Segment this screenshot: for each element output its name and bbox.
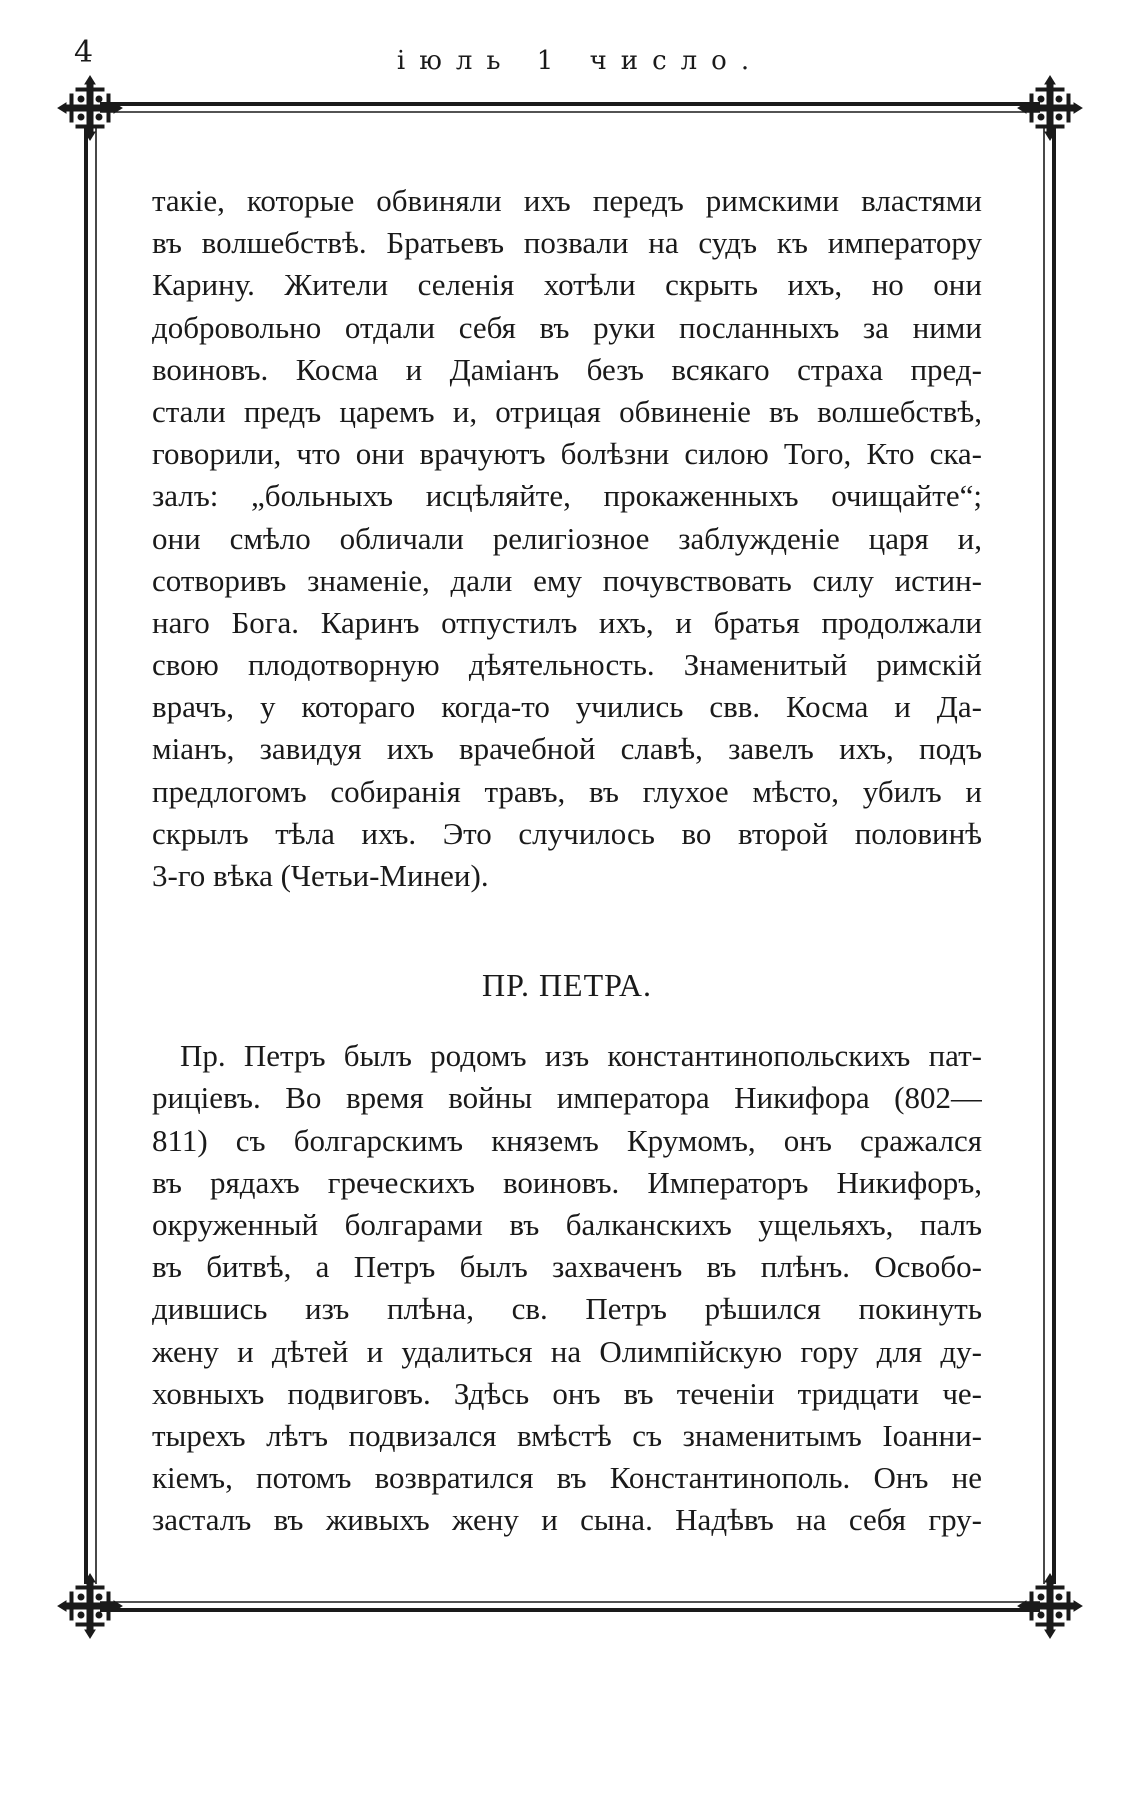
text-line: стали предъ царемъ и, отрицая обвиненіе въ волшебствѣ, — [152, 393, 982, 429]
section-heading: ПР. ПЕТРА. — [482, 967, 652, 1004]
text-line: говорили, что они врачуютъ болѣзни силою Того, Кто ска- — [152, 436, 982, 472]
text-line: скрылъ тѣла ихъ. Это случилось во второй половинѣ — [152, 815, 982, 851]
text-line: 3-го вѣка (Четьи-Минеи). — [152, 858, 489, 893]
text-line: окруженный болгарами въ балканскихъ ущельяхъ, палъ — [152, 1206, 982, 1242]
running-title: іюль 1 число. — [396, 46, 764, 76]
text-line: залъ: „больныхъ исцѣляйте, прокаженныхъ очищайте“; — [152, 478, 982, 514]
text-line: засталъ въ живыхъ жену и сына. Надѣвъ на себя гру- — [152, 1502, 982, 1538]
corner-ornament-bottom-left — [58, 1574, 122, 1638]
text-line: Карину. Жители селенія хотѣли скрыть ихъ, но они — [152, 267, 982, 303]
corner-ornament-top-right — [1018, 76, 1082, 140]
text-line: Пр. Петръ былъ родомъ изъ константинопольскихъ пат- — [180, 1038, 982, 1074]
text-line: они смѣло обличали религіозное заблужденіе царя и, — [152, 520, 982, 556]
text-line: кіемъ, потомъ возвратился въ Константинополь. Онъ не — [152, 1460, 982, 1496]
text-line: въ волшебствѣ. Братьевъ позвали на судъ къ императору — [152, 225, 982, 261]
corner-ornament-bottom-right — [1018, 1574, 1082, 1638]
text-line: такіе, которые обвиняли ихъ передъ римскими властями — [152, 183, 982, 218]
text-line: дившись изъ плѣна, св. Петръ рѣшился покинуть — [152, 1291, 982, 1327]
text-line: въ битвѣ, а Петръ былъ захваченъ въ плѣнъ. Освобо- — [152, 1249, 982, 1285]
text-line: свою плодотворную дѣятельность. Знаменитый римскій — [152, 647, 982, 683]
text-line: предлогомъ собиранія травъ, въ глухое мѣсто, убилъ и — [152, 773, 982, 809]
text-line: міанъ, завидуя ихъ врачебной славѣ, завелъ ихъ, подъ — [152, 731, 982, 767]
text-line: жену и дѣтей и удалиться на Олимпійскую гору для ду- — [152, 1333, 982, 1369]
paragraph-1 — [152, 180, 982, 897]
text-block — [152, 180, 982, 1541]
paragraph-2 — [152, 1035, 982, 1541]
text-line: тырехъ лѣтъ подвизался вмѣстѣ съ знаменитымъ Іоанни- — [152, 1417, 982, 1453]
page-number: 4 — [74, 35, 94, 70]
text-line: 811) съ болгарскимъ княземъ Крумомъ, онъ сражался — [152, 1122, 982, 1158]
text-line: сотворивъ знаменіе, дали ему почувствовать силу истин- — [152, 562, 982, 598]
text-line: ховныхъ подвиговъ. Здѣсь онъ въ теченіи тридцати че- — [152, 1375, 982, 1411]
text-line: въ рядахъ греческихъ воиновъ. Императоръ Никифоръ, — [152, 1164, 982, 1200]
text-line: наго Бога. Каринъ отпустилъ ихъ, и братья продолжали — [152, 604, 982, 640]
text-line: врачъ, у котораго когда-то учились свв. Косма и Да- — [152, 689, 982, 725]
corner-ornament-top-left — [58, 76, 122, 140]
text-line: воиновъ. Косма и Даміанъ безъ всякаго страха пред- — [152, 351, 982, 387]
text-line: добровольно отдали себя въ руки посланныхъ за ними — [152, 309, 982, 345]
text-line: риціевъ. Во время войны императора Никифора (802— — [152, 1080, 982, 1116]
